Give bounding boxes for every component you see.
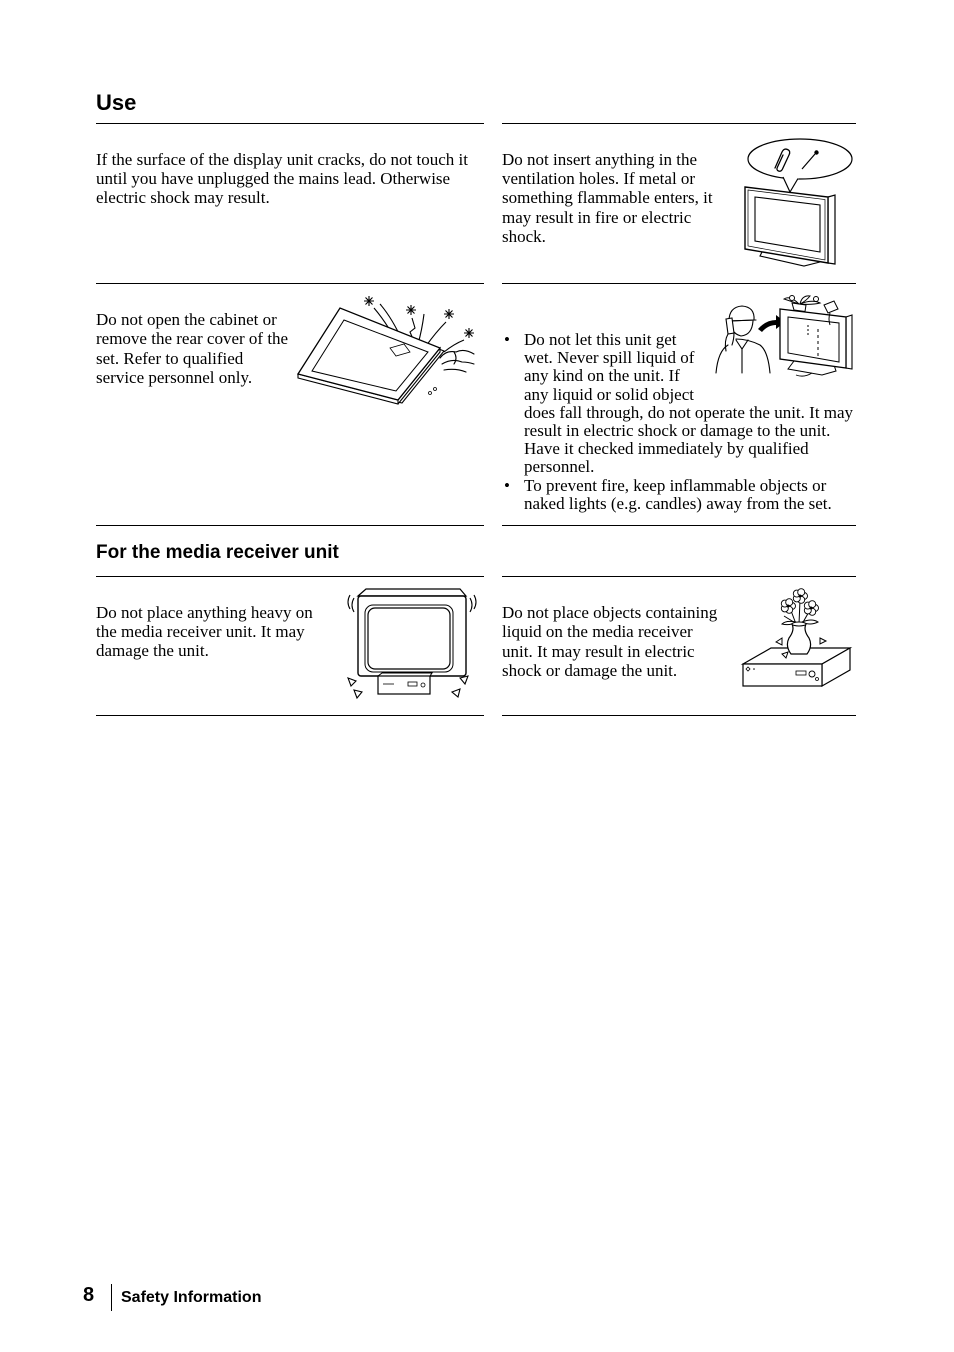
section-rule [96,525,484,526]
section-rule [502,123,856,124]
speech-bubble-icon [748,139,852,192]
ventilation-warning: Do not insert anything in the ventilation holes. If metal or something flammable enters, it may result in fire or electric shock. [502,150,713,246]
cabinet-warning: Do not open the cabinet or remove the rear cover of the set. Refer to qualified service personnel only. [96,310,289,387]
section-rule [96,283,484,284]
section-rule [96,123,484,124]
media-receiver-heading: For the media receiver unit [96,542,339,563]
heavy-object-illustration [344,586,480,704]
page-number: 8 [83,1284,95,1306]
footer-section-title: Safety Information [121,1289,262,1306]
flat-panel-icon [298,308,444,404]
section-rule [502,283,856,284]
liquid-warning-illustration [712,295,856,379]
liquid-container-warning: Do not place objects containing liquid on the media receiver unit. It may result in electric shock or damage the unit. [502,603,718,680]
section-rule [96,576,484,577]
section-rule [502,576,856,577]
fire-warning-text: To prevent fire, keep inflammable objects or naked lights (e.g. candles) away from the set. [524,475,832,513]
liquid-container-illustration [738,584,854,692]
flat-tv-icon [780,309,852,376]
media-receiver-icon [378,673,432,694]
section-rule [502,715,856,716]
ventilation-warning-illustration [740,136,858,270]
bullet-marker: • [504,330,510,349]
flat-tv-icon [745,187,835,266]
hand-icon [440,350,474,372]
section-rule [502,525,856,526]
bullet-marker: • [504,475,510,495]
heavy-object-warning: Do not place anything heavy on the media receiver unit. It may damage the unit. [96,603,313,660]
footer-divider [111,1284,112,1311]
use-heading: Use [96,90,137,115]
service-person-icon [716,306,770,373]
cracked-surface-warning: If the surface of the display unit cracks, do not touch it until you have unplugged the mains lead. Otherwise electric shock may result. [96,150,468,207]
fire-warning-item [502,477,856,513]
cabinet-warning-illustration [294,292,480,404]
liquid-warning-text: Do not let this unit get wet. Never spill liquid of any kind on the unit. If any liquid or solid object does fall through, do not operate the unit. It may result in electric shock or damage to the unit. Have it checked immediately by qualified personnel. [524,330,854,477]
section-rule [96,715,484,716]
crt-tv-icon [358,589,466,676]
